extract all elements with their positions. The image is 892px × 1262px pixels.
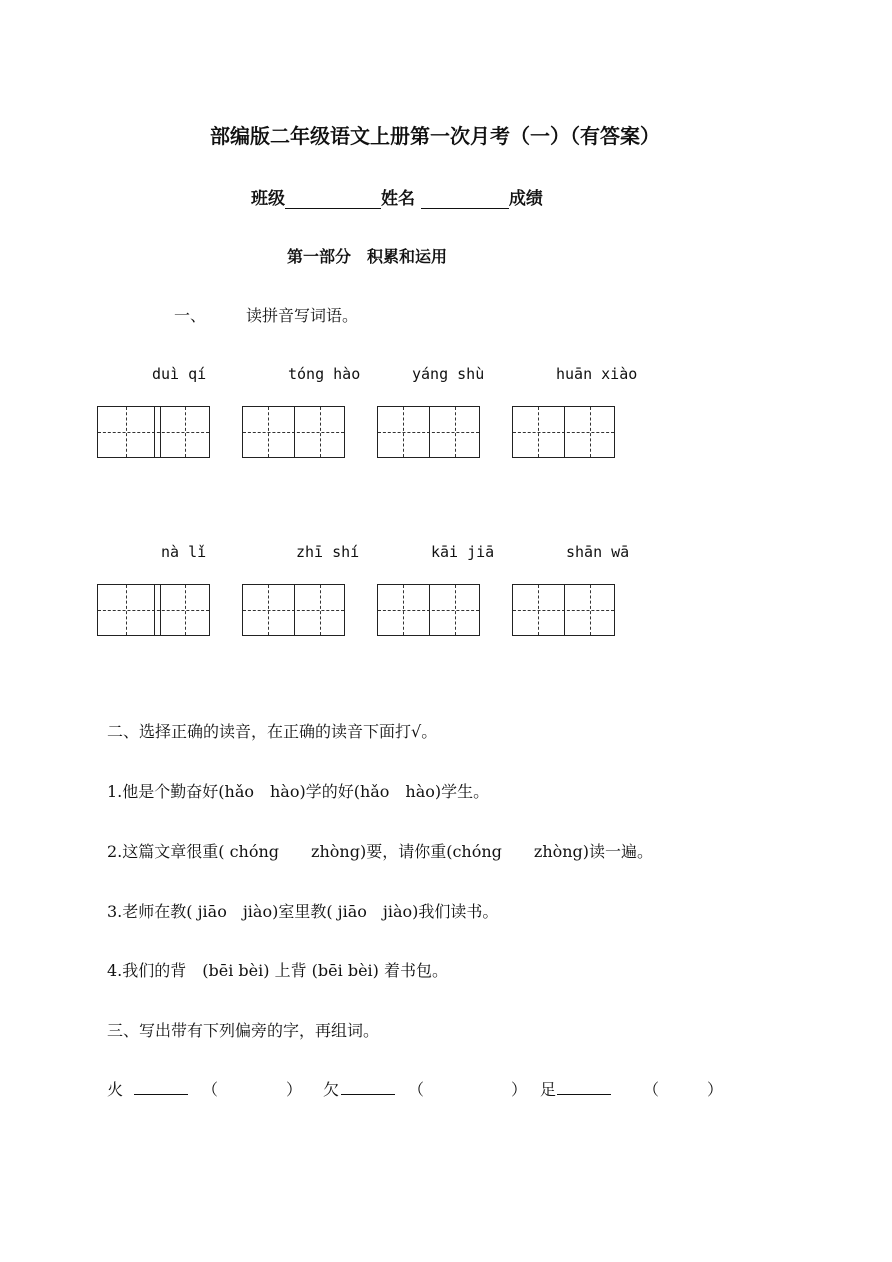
question-two-item-3: 3.老师在教( jiāo jiào)室里教( jiāo jiào)我们读书。	[107, 902, 499, 921]
question-one-text: 读拼音写词语。	[246, 306, 359, 325]
writing-grid-7[interactable]	[377, 584, 480, 636]
writing-grid-3[interactable]	[377, 406, 480, 458]
radical-3-open-paren: （	[643, 1080, 660, 1099]
pinyin-7: kāi jiā	[431, 543, 495, 561]
question-two-item-4: 4.我们的背 (bēi bèi) 上背 (bēi bèi) 着书包。	[107, 961, 448, 980]
radical-3-char-blank[interactable]	[557, 1078, 611, 1095]
writing-grid-1[interactable]	[97, 406, 210, 458]
question-two-item-2: 2.这篇文章很重( chóng zhòng)要，请你重(chóng zhòng)读一遍。	[107, 842, 654, 861]
radical-1: 火	[107, 1080, 124, 1099]
pinyin-5: nà lǐ	[161, 543, 207, 561]
question-one-number: 一、	[174, 306, 207, 325]
radical-2-close-paren: ）	[511, 1080, 528, 1099]
pinyin-6: zhī shí	[296, 543, 360, 561]
pinyin-8: shān wā	[566, 543, 630, 561]
radical-3: 足	[540, 1080, 557, 1099]
part-one-heading: 第一部分 积累和运用	[287, 247, 448, 266]
writing-grid-6[interactable]	[242, 584, 345, 636]
writing-grid-4[interactable]	[512, 406, 615, 458]
radical-1-open-paren: （	[202, 1080, 219, 1099]
page-title: 部编版二年级语文上册第一次月考（一）（有答案）	[210, 124, 660, 148]
writing-grid-2[interactable]	[242, 406, 345, 458]
question-three-heading: 三、写出带有下列偏旁的字，再组词。	[107, 1021, 380, 1040]
radical-1-close-paren: ）	[286, 1080, 303, 1099]
question-two-item-1: 1.他是个勤奋好(hǎo hào)学的好(hǎo hào)学生。	[107, 782, 490, 801]
class-label: 班级	[251, 189, 285, 209]
pinyin-1: duì qí	[152, 365, 207, 383]
pinyin-3: yáng shù	[412, 365, 485, 383]
student-info-line	[251, 184, 543, 209]
name-blank[interactable]	[421, 190, 509, 209]
class-blank[interactable]	[285, 190, 381, 209]
writing-grid-8[interactable]	[512, 584, 615, 636]
score-label: 成绩	[508, 189, 543, 209]
radical-3-close-paren: ）	[707, 1080, 724, 1099]
pinyin-2: tóng hào	[288, 365, 361, 383]
pinyin-4: huān xiào	[556, 365, 638, 383]
name-label: 姓名	[381, 189, 415, 209]
radical-1-char-blank[interactable]	[134, 1078, 188, 1095]
writing-grid-5[interactable]	[97, 584, 210, 636]
radical-2: 欠	[323, 1080, 340, 1099]
question-two-heading: 二、选择正确的读音，在正确的读音下面打√。	[107, 722, 438, 741]
radical-2-char-blank[interactable]	[341, 1078, 395, 1095]
radical-2-open-paren: （	[408, 1080, 425, 1099]
question-one-heading	[174, 303, 358, 326]
